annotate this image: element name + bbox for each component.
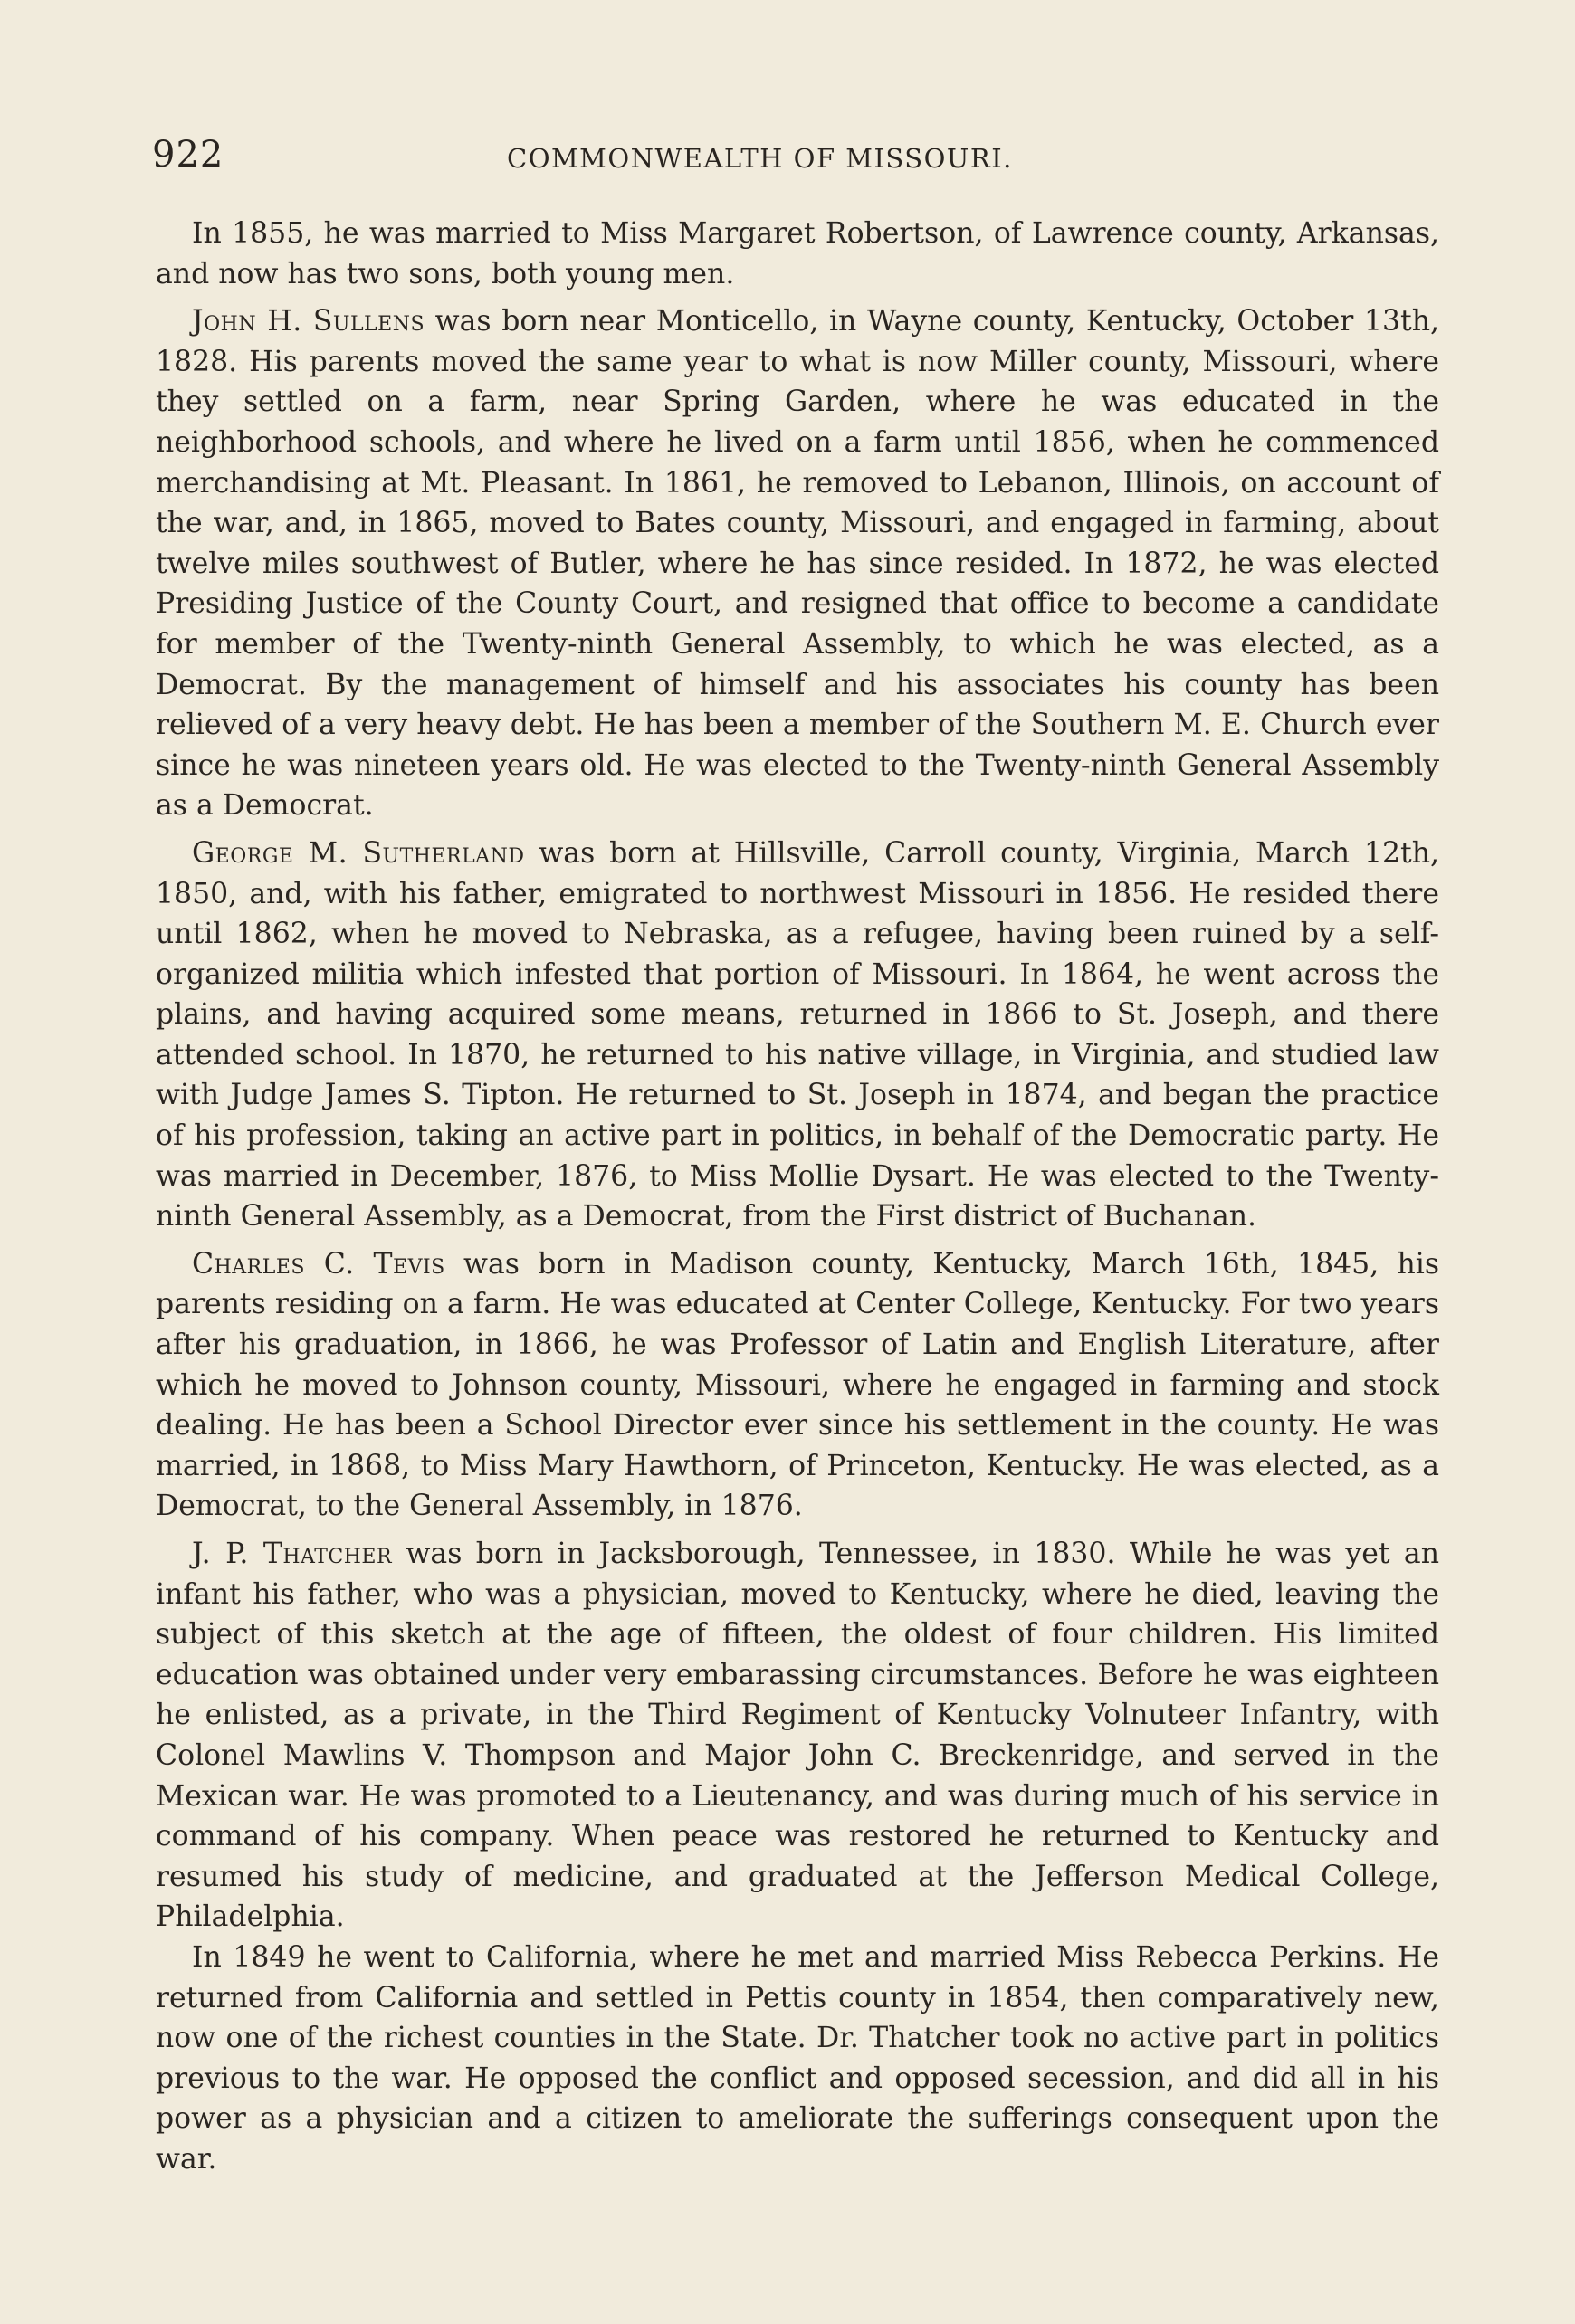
page-number: 922 — [152, 134, 224, 176]
paragraph-tevis — [156, 1244, 1439, 1527]
person-name: J. P. Thatcher — [192, 1538, 393, 1570]
person-name: John H. Sullens — [192, 305, 425, 338]
paragraph-sutherland — [156, 833, 1439, 1237]
paragraph-robertson-marriage — [156, 214, 1439, 294]
paragraph-thatcher-california — [156, 1938, 1439, 2180]
person-name: George M. Sutherland — [192, 836, 525, 870]
running-title: COMMONWEALTH OF MISSOURI. — [507, 143, 1013, 174]
paragraph-thatcher — [156, 1534, 1439, 1938]
paragraph-text: was born at Hillsville, Carroll county, Virginia, March 12th, 1850, and, with his father, emigrated to northwest Missouri in 1856. He resided there until 1862, when he moved to Nebraska, as a refugee, having been ruined by a self-organized militia which infested that portion of Missouri. In 1864, he went across the plains, and having acquired some means, returned in 1866 to St. Joseph, and there attended school. In 1870, he returned to his native village, in Virginia, and studied law with Judge James S. Tipton. He returned to St. Joseph in 1874, and began the practice of his profession, taking an active part in politics, in behalf of the Democratic party. He was married in December, 1876, to Miss Mollie Dysart. He was elected to the Twenty-ninth General Assembly, as a Democrat, from the First district of Buchanan. — [156, 836, 1439, 1233]
body-text — [156, 214, 1439, 2180]
paragraph-text: In 1849 he went to California, where he met and married Miss Rebecca Perkins. He returned from California and settled in Pettis county in 1854, then comparatively new, now one of the richest counties in the State. Dr. Thatcher took no active part in politics previous to the war. He opposed the conflict and opposed secession, and did all in his power as a physician and a citizen to ameliorate the sufferings consequent upon the war. — [156, 1940, 1439, 2176]
paragraph-text: was born near Monticello, in Wayne county, Kentucky, October 13th, 1828. His parents moved the same year to what is now Miller county, Missouri, where they settled on a farm, near Spring Garden, where he was educated in the neighborhood schools, and where he lived on a farm until 1856, when he commenced merchandising at Mt. Pleasant. In 1861, he removed to Lebanon, Illinois, on account of the war, and, in 1865, moved to Bates county, Missouri, and engaged in farming, about twelve miles southwest of Butler, where he has since resided. In 1872, he was elected Presiding Justice of the County Court, and resigned that office to become a candidate for member of the Twenty-ninth General Assembly, to which he was elected, as a Democrat. By the management of himself and his associates his county has been relieved of a very heavy debt. He has been a member of the Southern M. E. Church ever since he was nineteen years old. He was elected to the Twenty-ninth General Assembly as a Democrat. — [156, 305, 1439, 823]
person-name: Charles C. Tevis — [192, 1247, 445, 1281]
paragraph-text: was born in Jacksborough, Tennessee, in 1830. While he was yet an infant his father, who was a physician, moved to Kentucky, where he died, leaving the subject of this sketch at the age of fifteen, the oldest of four children. His limited education was obtained under very embarassing circumstances. Before he was eighteen he enlisted, as a private, in the Third Regiment of Kentucky Volnuteer Infantry, with Colonel Mawlins V. Thompson and Major John C. Breckenridge, and served in the Mexican war. He was promoted to a Lieutenancy, and was during much of his service in command of his company. When peace was restored he returned to Kentucky and resumed his study of medicine, and graduated at the Jefferson Medical College, Philadelphia. — [156, 1538, 1439, 1934]
paragraph-text: was born in Madison county, Kentucky, March 16th, 1845, his parents residing on a farm. He was educated at Center College, Kentucky. For two years after his graduation, in 1866, he was Professor of Latin and English Literature, after which he moved to Johnson county, Missouri, where he engaged in farming and stock dealing. He has been a School Director ever since his settlement in the county. He was married, in 1868, to Miss Mary Hawthorn, of Princeton, Kentucky. He was elected, as a Democrat, to the General Assembly, in 1876. — [156, 1247, 1439, 1523]
page-header — [152, 134, 1492, 188]
paragraph-text: In 1855, he was married to Miss Margaret Robertson, of Lawrence county, Arkansas, and now has two sons, both young men. — [156, 217, 1439, 290]
paragraph-sullens — [156, 301, 1439, 826]
